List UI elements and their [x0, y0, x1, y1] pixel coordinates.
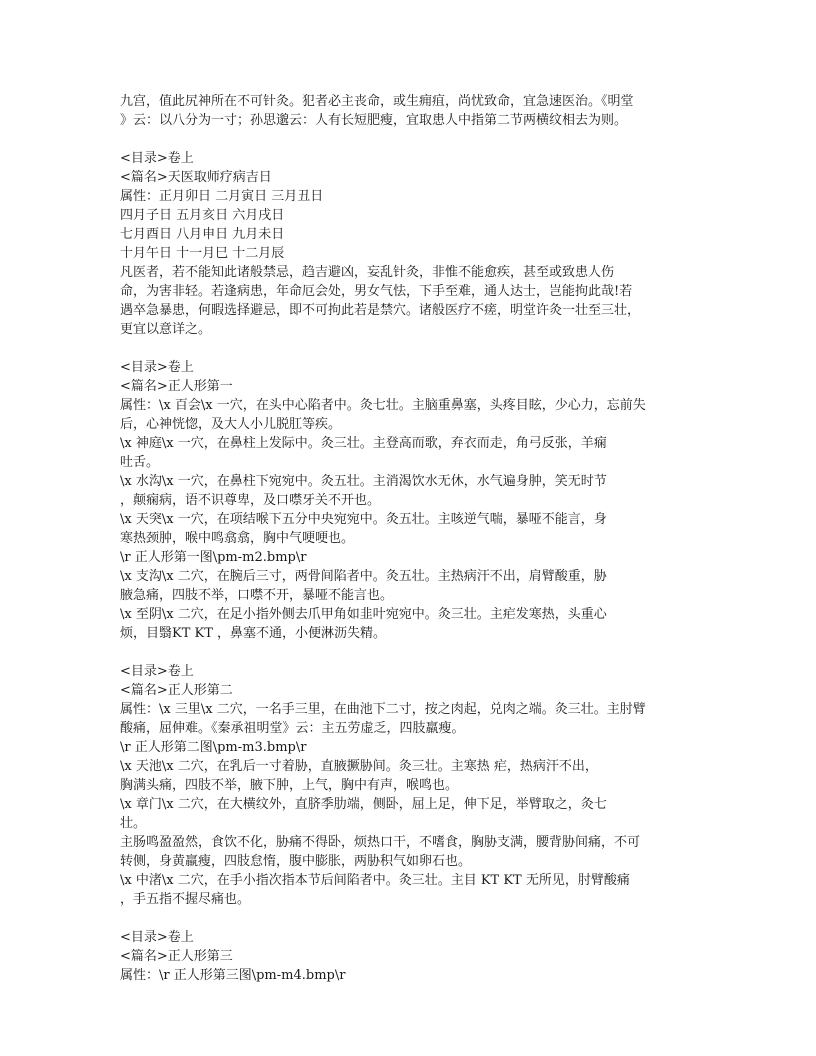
text-line: 属性：正月卯日 二月寅日 三月丑日: [120, 189, 324, 204]
text-line: \x 至阴\x 二穴，在足小指外侧去爪甲角如韭叶宛宛中。灸三壮。主疟发寒热，头重心: [120, 607, 607, 622]
text-line: 四月子日 五月亥日 六月戌日: [120, 208, 285, 223]
text-line: <篇名>天医取师疗病吉日: [120, 170, 272, 185]
text-line: 烦，目翳KT KT ，鼻塞不通，小便淋沥失精。: [120, 626, 387, 641]
blank-line: [120, 130, 710, 149]
text-line: 十月午日 十一月巳 十二月辰: [120, 246, 285, 261]
text-line: \x 神庭\x 一穴，在鼻柱上发际中。灸三壮。主登高而歌，弃衣而走，角弓反张，羊痫: [120, 436, 607, 451]
text-line: 属性：\r 正人形第三图\pm-m4.bmp\r: [120, 968, 346, 983]
text-line: \x 天突\x 一穴，在项结喉下五分中央宛宛中。灸五壮。主咳逆气喘，暴哑不能言，身: [120, 512, 607, 527]
text-line: 七月酉日 八月申日 九月未日: [120, 227, 285, 242]
text-line: 遇卒急暴患，何暇选择避忌，即不可拘此若是禁穴。诸般医疗不瘥，明堂许灸一壮至三壮，: [120, 303, 641, 318]
text-line: <目录>卷上: [120, 360, 194, 375]
text-line: <目录>卷上: [120, 151, 194, 166]
blank-line: [120, 339, 710, 358]
text-line: 胸满头痛，四肢不举，腋下肿，上气，胸中有声，喉鸣也。: [120, 778, 459, 793]
text-line: 吐舌。: [120, 455, 160, 470]
text-line: ，颠痫病，语不识尊卑，及口噤牙关不开也。: [120, 493, 381, 508]
text-line: 后，心神恍惚，及大人小儿脱肛等疾。: [120, 417, 342, 432]
document-body-text: [120, 92, 710, 985]
text-line: \x 天池\x 二穴，在乳后一寸着胁，直腋撅胁间。灸三壮。主寒热 疟，热病汗不出，: [120, 759, 598, 774]
text-line: 》云：以八分为一寸；孙思邈云：人有长短肥瘦，宜取患人中指第二节两横纹相去为则。: [120, 113, 628, 128]
text-line: <篇名>正人形第三: [120, 949, 233, 964]
text-line: \r 正人形第一图\pm-m2.bmp\r: [120, 550, 307, 565]
text-line: 转侧，身黄羸瘦，四肢怠惰，腹中膨胀，两胁积气如卵石也。: [120, 854, 472, 869]
text-line: 壮。: [120, 816, 147, 831]
text-line: 寒热颈肿，喉中鸣翕翕，胸中气哽哽也。: [120, 531, 355, 546]
text-line: \r 正人形第二图\pm-m3.bmp\r: [120, 740, 307, 755]
text-line: \x 支沟\x 二穴，在腕后三寸，两骨间陷者中。灸五壮。主热病汗不出，肩臂酸重，胁: [120, 569, 607, 584]
text-line: 属性：\x 百会\x 一穴，在头中心陷者中。灸七壮。主脑重鼻塞，头疼目眩，少心力，忘前失: [120, 398, 646, 413]
text-line: 主肠鸣盈盈然，食饮不化，胁痛不得卧，烦热口干，不嗜食，胸胁支满，腰背胁间痛，不可: [120, 835, 641, 850]
text-line: ，手五指不握尽痛也。: [120, 892, 251, 907]
text-line: \x 章门\x 二穴，在大横纹外，直脐季肋端，侧卧，屈上足，伸下足，举臂取之，灸七: [120, 797, 607, 812]
text-line: 九宫，值此尻神所在不可针灸。犯者必主丧命，或生痈疽，尚忧致命，宜急速医治。《明堂: [120, 94, 634, 109]
text-line: <目录>卷上: [120, 664, 194, 679]
text-line: <篇名>正人形第一: [120, 379, 233, 394]
text-line: 凡医者，若不能知此诸般禁忌，趋吉避凶，妄乱针灸，非惟不能愈疾，甚至或致患人伤: [120, 265, 615, 280]
text-line: 酸痛，屈伸难。《秦承祖明堂》云：主五劳虚乏，四肢羸瘦。: [120, 721, 465, 736]
text-line: <篇名>正人形第二: [120, 683, 233, 698]
text-line: <目录>卷上: [120, 930, 194, 945]
text-line: 腋急痛，四肢不举，口噤不开，暴哑不能言也。: [120, 588, 394, 603]
blank-line: [120, 643, 710, 662]
text-line: 命，为害非轻。若逢病患，年命厄会处，男女气怯，下手至难，通人达士，岂能拘此哉!若: [120, 284, 633, 299]
text-line: 更宜以意详之。: [120, 322, 212, 337]
text-line: 属性：\x 三里\x 二穴，一名手三里，在曲池下二寸，按之肉起，兑肉之端。灸三壮。主肘臂: [120, 702, 646, 717]
text-line: \x 中渚\x 二穴，在手小指次指本节后间陷者中。灸三壮。主目 KT KT 无所见，肘臂酸痛: [120, 873, 630, 888]
text-line: \x 水沟\x 一穴，在鼻柱下宛宛中。灸五壮。主消渴饮水无休，水气遍身肿，笑无时节: [120, 474, 607, 489]
blank-line: [120, 909, 710, 928]
